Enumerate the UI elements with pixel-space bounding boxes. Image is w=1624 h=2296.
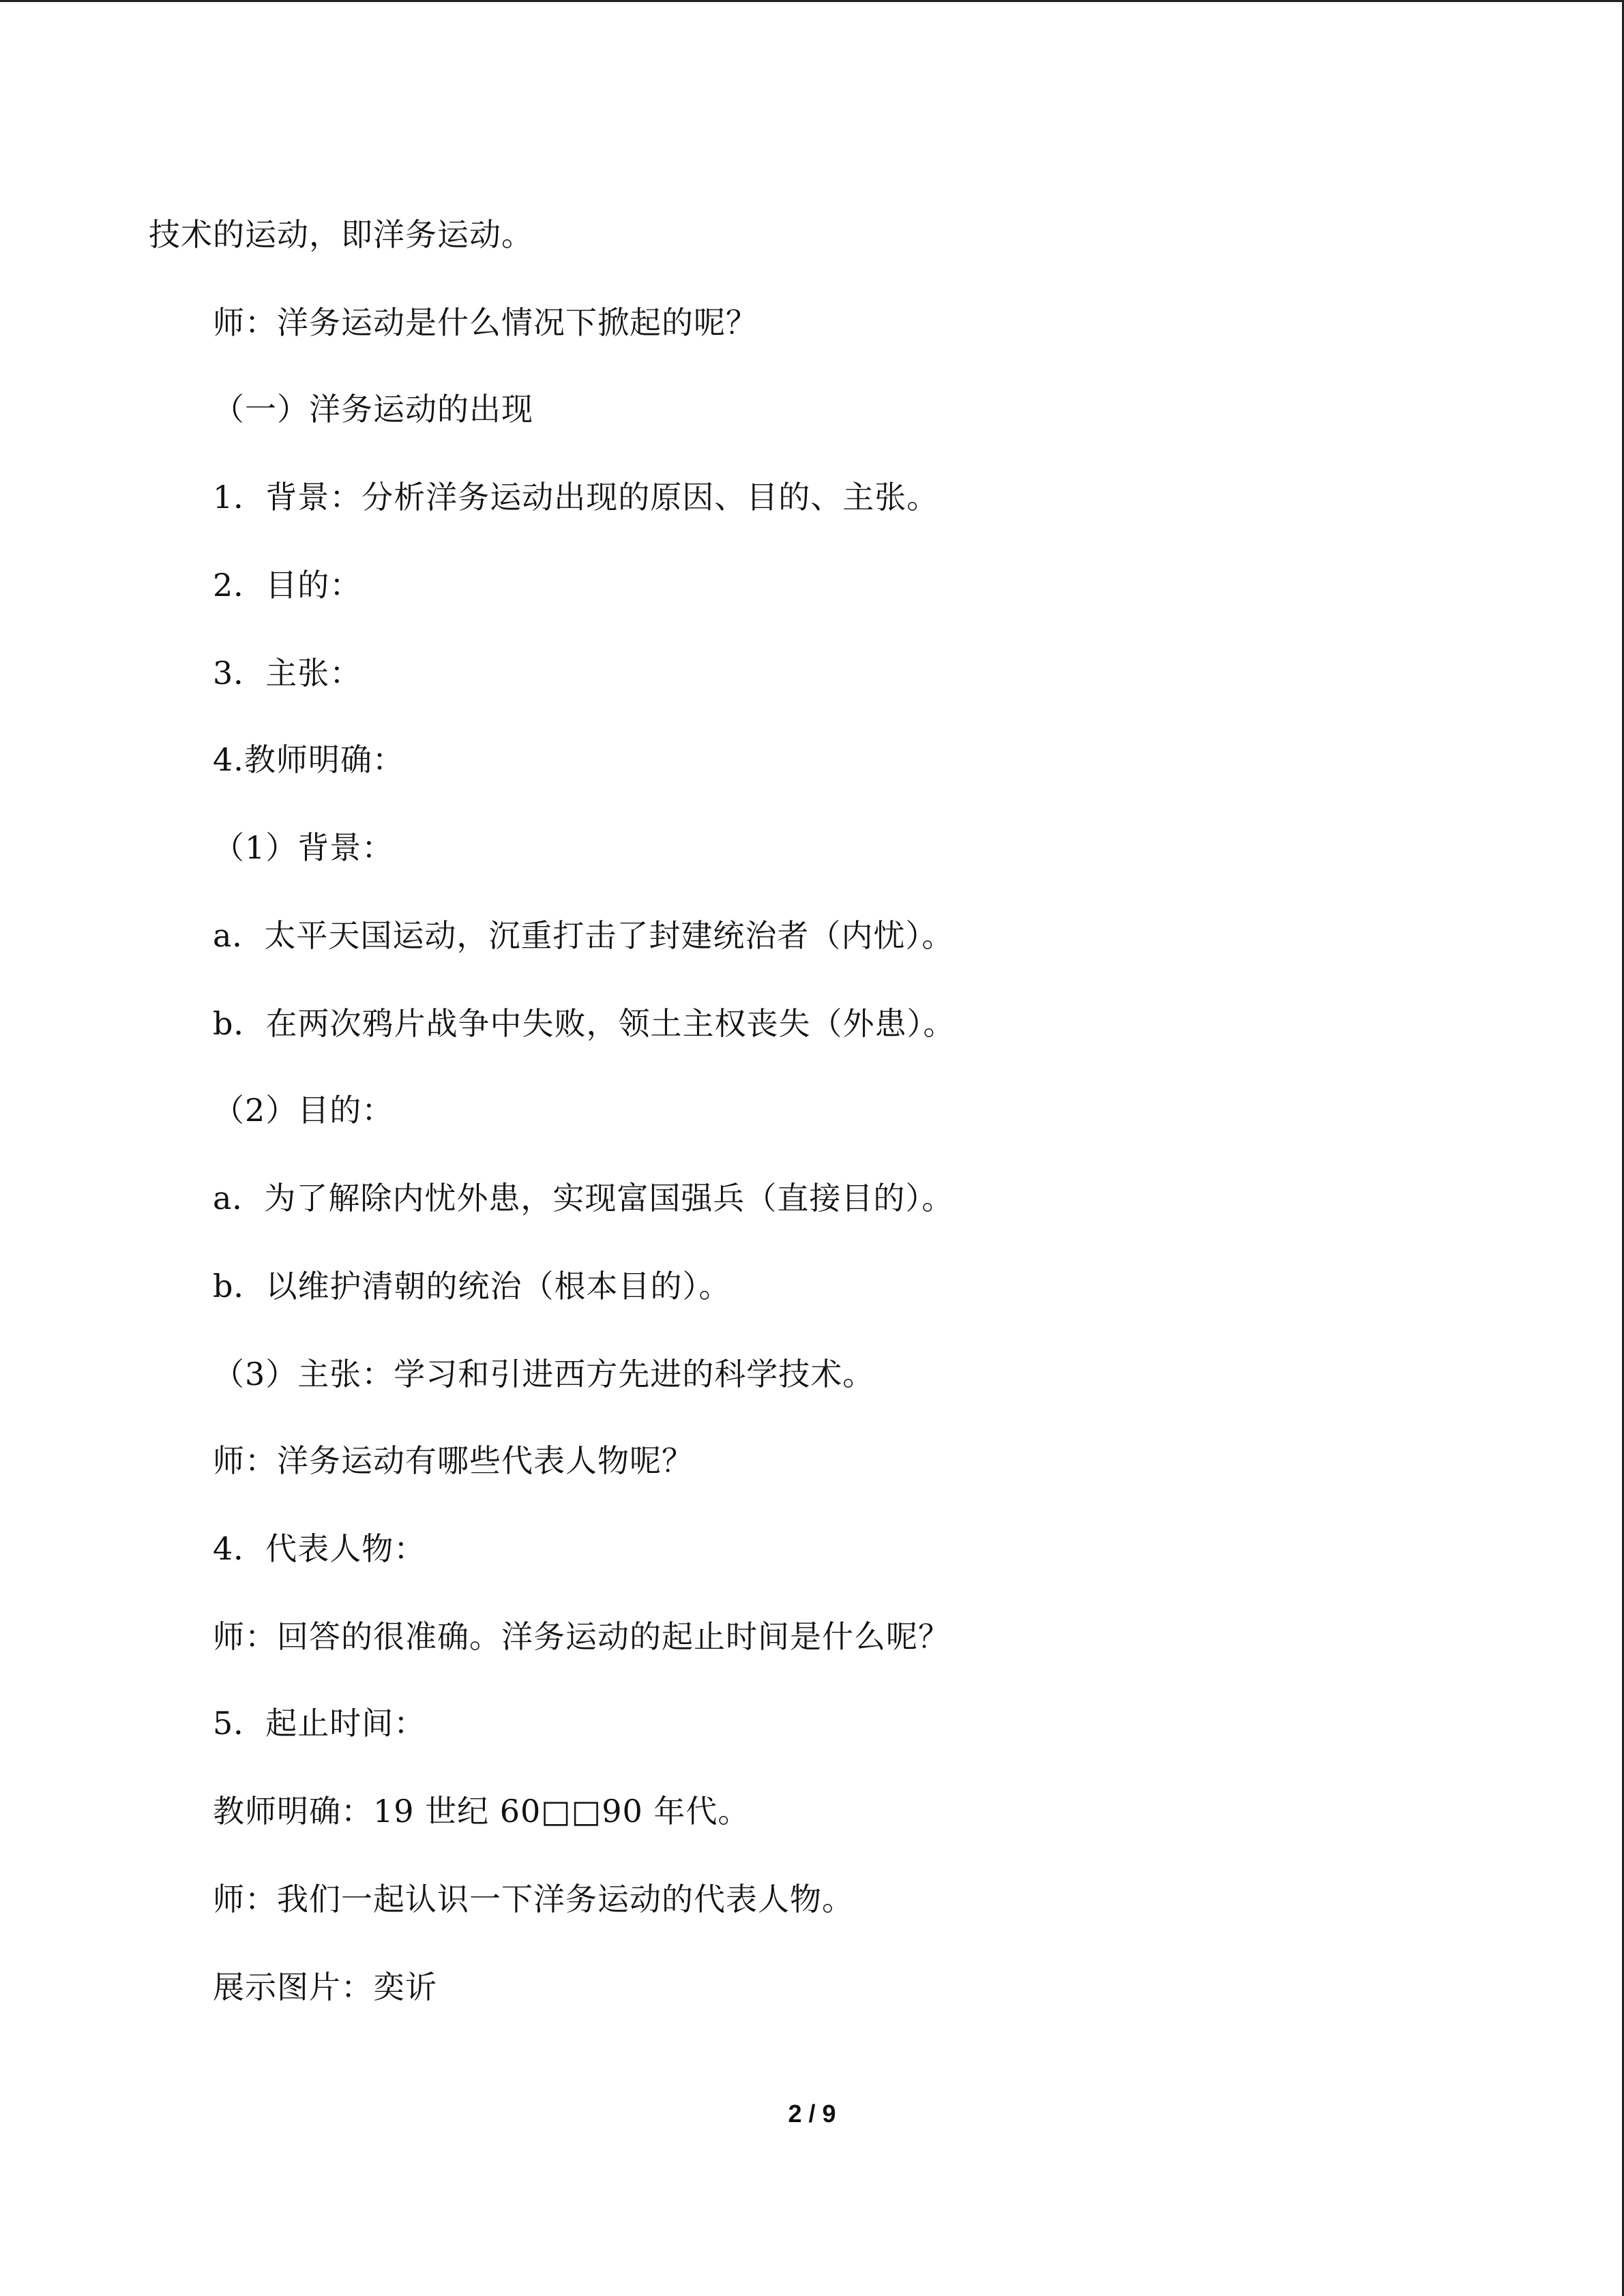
background-point-b: b．在两次鸦片战争中失败，领土主权丧失（外患）。 <box>213 1005 956 1042</box>
show-picture-line: 展示图片：奕䜣 <box>213 1969 437 2006</box>
item-representatives: 4．代表人物： <box>213 1530 426 1567</box>
teacher-intro-figures: 师：我们一起认识一下洋务运动的代表人物。 <box>213 1881 854 1918</box>
item-time-span: 5．起止时间： <box>213 1705 426 1742</box>
purpose-point-b: b．以维护清朝的统治（根本目的）。 <box>213 1268 731 1304</box>
teacher-question-2: 师：洋务运动有哪些代表人物呢？ <box>213 1442 694 1479</box>
item-purpose: 2．目的： <box>213 567 362 603</box>
teacher-clarifies: 4.教师明确： <box>213 741 404 778</box>
teacher-question-3: 师：回答的很准确。洋务运动的起止时间是什么呢？ <box>213 1618 950 1655</box>
page-number: 2 / 9 <box>788 2100 836 2128</box>
sub-item-proposition: （3）主张：学习和引进西方先进的科学技术。 <box>213 1356 875 1392</box>
text-line-continuation: 技术的运动，即洋务运动。 <box>149 216 533 253</box>
section-heading-1: （一）洋务运动的出现 <box>213 391 533 428</box>
purpose-point-a: a．为了解除内忧外患，实现富国强兵（直接目的）。 <box>213 1180 954 1217</box>
sub-item-background: （1）背景： <box>213 829 394 866</box>
item-background: 1．背景：分析洋务运动出现的原因、目的、主张。 <box>213 479 939 516</box>
teacher-answer-time: 教师明确：19 世纪 60□□90 年代。 <box>213 1793 750 1830</box>
teacher-question-1: 师：洋务运动是什么情况下掀起的呢？ <box>213 304 758 341</box>
sub-item-purpose: （2）目的： <box>213 1092 394 1129</box>
background-point-a: a．太平天国运动，沉重打击了封建统治者（内忧）。 <box>213 917 954 954</box>
item-proposition: 3．主张： <box>213 655 362 691</box>
